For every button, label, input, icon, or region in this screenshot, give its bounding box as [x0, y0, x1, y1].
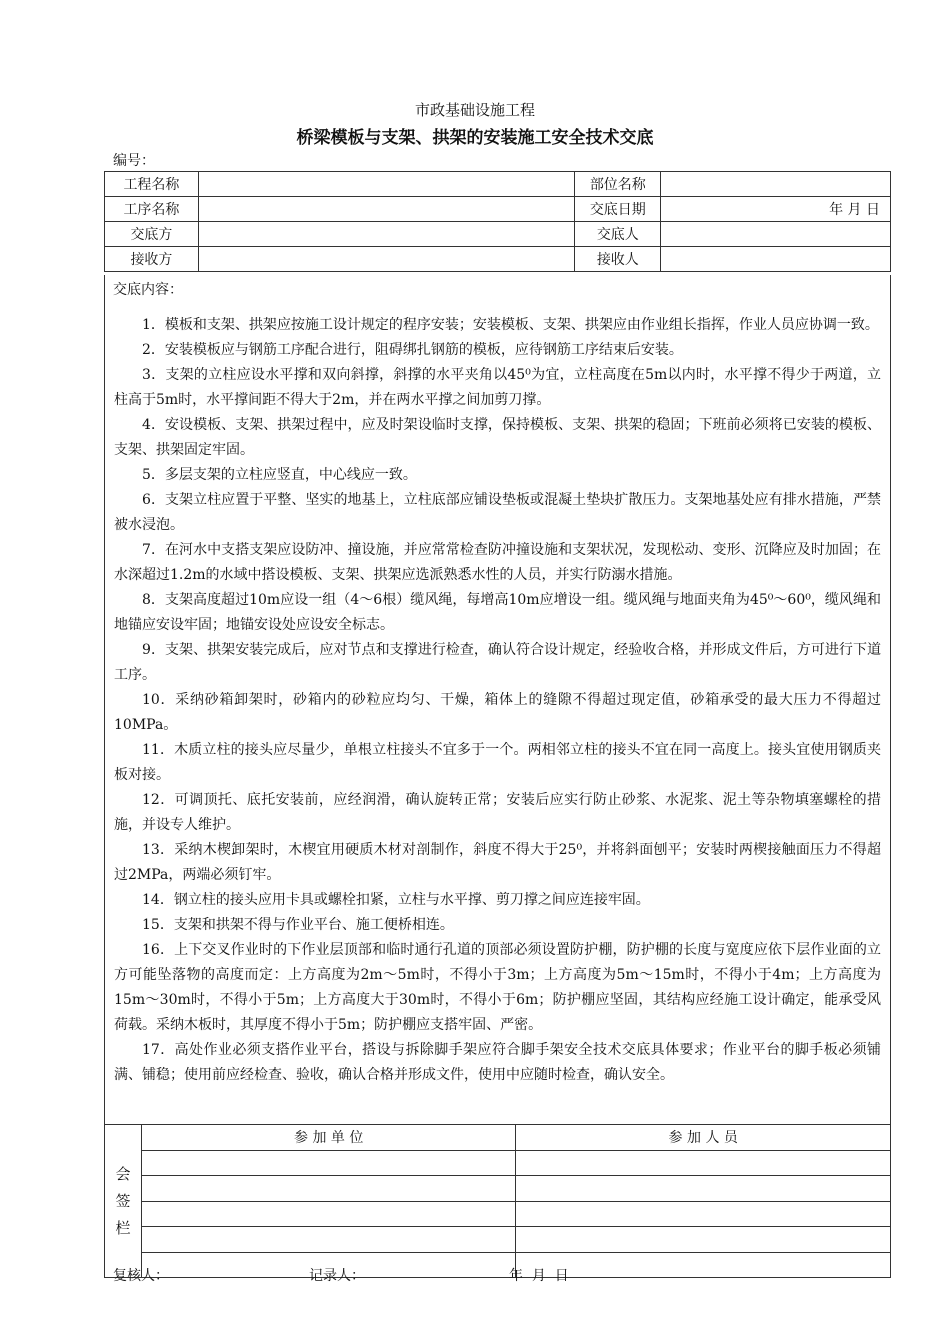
sign-row	[105, 1150, 891, 1176]
info-row-process	[105, 197, 891, 222]
receiver-label: 接收方	[105, 247, 199, 272]
content-item: 3．支架的立柱应设水平撑和双向斜撑，斜撑的水平夹角以45⁰为宜，立柱高度在5m以内时，水平撑不得少于两道，立柱高于5m时，水平撑间距不得大于2m，并在两水平撑之间加剪刀撑。	[114, 367, 881, 408]
sign-side-label	[105, 1125, 142, 1278]
info-row-receiver	[105, 247, 891, 272]
col-people-header: 参 加 人 员	[516, 1125, 891, 1151]
sign-row	[105, 1176, 891, 1202]
people-cell[interactable]	[516, 1176, 891, 1202]
presenter-label: 交底人	[575, 222, 661, 247]
issuer-field[interactable]	[198, 222, 574, 247]
content-item: 17．高处作业必须支搭作业平台，搭设与拆除脚手架应符合脚手架安全技术交底具体要求；作业平台的脚手板必须铺满、铺稳；使用前应经检查、验收，确认合格并形成文件，使用中应随时检查，确认安全。	[114, 1042, 881, 1083]
content-label: 交底内容：	[113, 282, 183, 298]
unit-cell[interactable]	[141, 1150, 516, 1176]
info-row-issuer	[105, 222, 891, 247]
people-cell[interactable]	[516, 1227, 891, 1253]
content-item: 11．木质立柱的接头应尽量少，单根立柱接头不宜多于一个。两相邻立柱的接头不宜在同一高度上。接头宜使用钢质夹板对接。	[114, 742, 881, 783]
content-item: 13．采纳木楔卸架时，木楔宜用硬质木材对剖制作，斜度不得大于25⁰，并将斜面刨平；安装时两楔接触面压力不得超过2MPa，两端必须钉牢。	[114, 842, 881, 883]
content-item: 9．支架、拱架安装完成后，应对节点和支撑进行检查，确认符合设计规定，经验收合格，并形成文件后，方可进行下道工序。	[114, 642, 881, 683]
content-item: 2．安装模板应与钢筋工序配合进行，阻碍绑扎钢筋的模板，应待钢筋工序结束后安装。	[142, 342, 683, 358]
content-item: 12．可调顶托、底托安装前，应经润滑，确认旋转正常；安装后应实行防止砂浆、水泥浆、泥土等杂物填塞螺栓的措施，并设专人维护。	[114, 792, 881, 833]
sign-side-char: 会	[115, 1164, 131, 1183]
project-name-field[interactable]	[198, 172, 574, 197]
date-field[interactable]: 年 月 日	[661, 197, 891, 222]
doc-subtitle: 市政基础设施工程	[414, 101, 535, 119]
date-label: 交底日期	[575, 197, 661, 222]
doc-title: 桥梁模板与支架、拱架的安装施工安全技术交底	[296, 128, 654, 148]
doc-number-label: 编号：	[113, 153, 155, 169]
process-name-label: 工序名称	[105, 197, 199, 222]
content-item: 7．在河水中支搭支架应设防冲、撞设施，并应常常检查防冲撞设施和支架状况，发现松动、变形、沉降应及时加固；在水深超过1.2m的水域中搭设模板、支架、拱架应选派熟悉水性的人员，并实行防溺水措施。	[114, 542, 881, 583]
content-item: 16．上下交叉作业时的下作业层顶部和临时通行孔道的顶部必须设置防护棚，防护棚的长度与宽度应依下层作业面的立方可能坠落物的高度而定：上方高度为2m～5m时，不得小于3m；上方高度为5m～15m时，不得小于4m；上方高度为15m～30m时，不得小于5m；上方高度大于30m时，不得小于6m；防护棚应坚固，其结构应经施工设计确定，能承受风荷载。采纳木板时，其厚度不得小于5m；防护棚应支搭牢固、严密。	[114, 942, 881, 1033]
receiver-field[interactable]	[198, 247, 574, 272]
content-item: 4．安设模板、支架、拱架过程中，应及时架设临时支撑，保持模板、支架、拱架的稳固；下班前必须将已安装的模板、支架、拱架固定牢固。	[114, 417, 881, 458]
process-name-field[interactable]	[198, 197, 574, 222]
recipient-field[interactable]	[661, 247, 891, 272]
content-section	[104, 275, 891, 1124]
sign-header-row	[105, 1125, 891, 1151]
people-cell[interactable]	[516, 1252, 891, 1278]
unit-cell[interactable]	[141, 1201, 516, 1227]
content-item: 14．钢立柱的接头应用卡具或螺栓扣紧，立柱与水平撑、剪刀撑之间应连接牢固。	[142, 892, 650, 908]
project-name-label: 工程名称	[105, 172, 199, 197]
footer-date-label: 年 月 日	[509, 1268, 569, 1284]
content-item: 6．支架立柱应置于平整、坚实的地基上，立柱底部应铺设垫板或混凝土垫块扩散压力。支架地基处应有排水措施，严禁被水浸泡。	[114, 492, 881, 533]
content-item: 10．采纳砂箱卸架时，砂箱内的砂粒应均匀、干燥，箱体上的缝隙不得超过现定值，砂箱承受的最大压力不得超过10MPa。	[114, 692, 881, 733]
recorder-label: 记录人：	[309, 1268, 365, 1284]
sign-side-char: 栏	[115, 1218, 131, 1237]
unit-cell[interactable]	[141, 1227, 516, 1253]
info-table	[104, 171, 891, 272]
content-item: 1．模板和支架、拱架应按施工设计规定的程序安装；安装模板、支架、拱架应由作业组长指挥，作业人员应协调一致。	[142, 317, 879, 333]
content-item: 8．支架高度超过10m应设一组（4～6根）缆风绳，每增高10m应增设一组。缆风绳与地面夹角为45⁰～60⁰，缆风绳和地锚应安设牢固；地锚安设处应设安全标志。	[114, 592, 881, 633]
dept-name-label: 部位名称	[575, 172, 661, 197]
presenter-field[interactable]	[661, 222, 891, 247]
sign-row	[105, 1252, 891, 1278]
dept-name-field[interactable]	[661, 172, 891, 197]
sign-table	[104, 1124, 891, 1278]
people-cell[interactable]	[516, 1150, 891, 1176]
unit-cell[interactable]	[141, 1176, 516, 1202]
sign-side-char: 签	[115, 1191, 131, 1210]
info-row-project	[105, 172, 891, 197]
recipient-label: 接收人	[575, 247, 661, 272]
content-items	[114, 313, 881, 1088]
content-item: 5．多层支架的立柱应竖直，中心线应一致。	[142, 467, 417, 483]
issuer-label: 交底方	[105, 222, 199, 247]
sign-row	[105, 1227, 891, 1253]
reviewer-label: 复核人：	[113, 1268, 169, 1284]
col-unit-header: 参 加 单 位	[141, 1125, 516, 1151]
content-item: 15．支架和拱架不得与作业平台、施工便桥相连。	[142, 917, 454, 933]
sign-row	[105, 1201, 891, 1227]
people-cell[interactable]	[516, 1201, 891, 1227]
